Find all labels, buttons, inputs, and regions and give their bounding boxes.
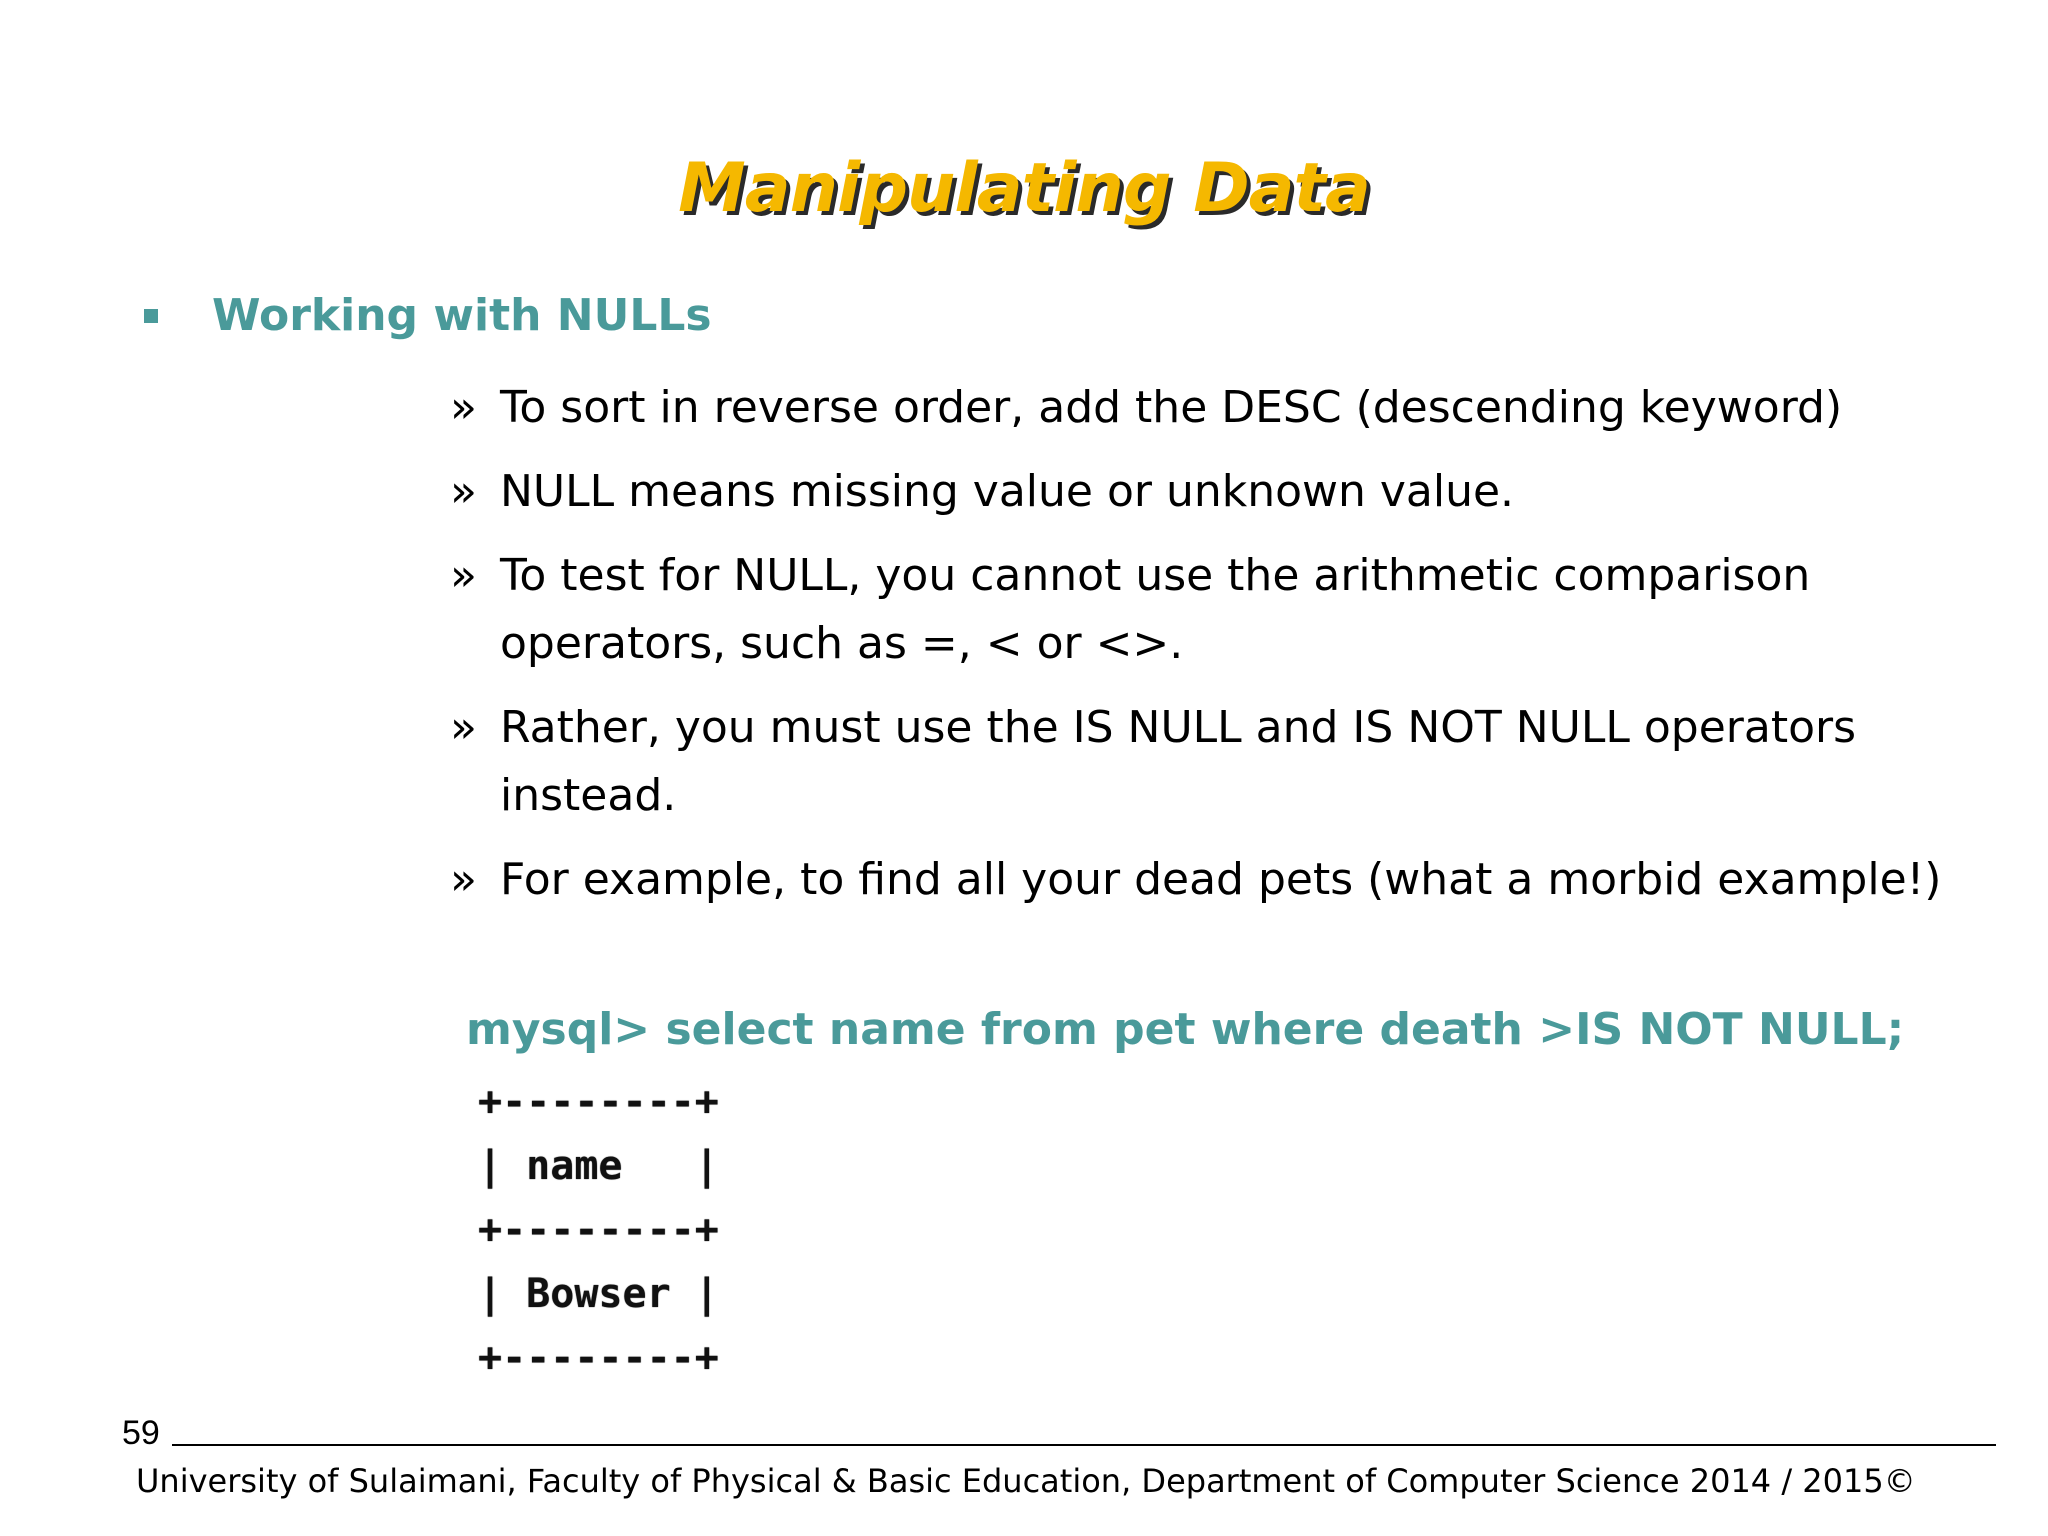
footer-divider bbox=[172, 1444, 1996, 1446]
bullet-point bbox=[450, 542, 1950, 678]
page-number: 59 bbox=[122, 1414, 160, 1452]
chevron-bullet-icon: » bbox=[450, 854, 477, 905]
bullet-text: For example, to find all your dead pets (what a morbid example!) bbox=[500, 854, 1942, 905]
sql-command: mysql> select name from pet where death >IS NOT NULL; bbox=[466, 1004, 1905, 1055]
bullet-point bbox=[450, 694, 1950, 830]
table-border-top: +--------+ bbox=[478, 1079, 719, 1125]
bullet-point bbox=[450, 846, 1950, 914]
bullet-text: To test for NULL, you cannot use the arithmetic comparison operators, such as =, < or <>. bbox=[500, 550, 1811, 669]
bullet-text: Rather, you must use the IS NULL and IS NOT NULL operators instead. bbox=[500, 702, 1857, 821]
chevron-bullet-icon: » bbox=[450, 702, 477, 753]
section-heading-row bbox=[144, 290, 712, 341]
chevron-bullet-icon: » bbox=[450, 550, 477, 601]
bullet-list bbox=[450, 374, 1950, 930]
bullet-point bbox=[450, 458, 1950, 526]
table-border-middle: +--------+ bbox=[478, 1207, 719, 1253]
query-result-table bbox=[478, 1070, 719, 1390]
table-header-row: | name | bbox=[478, 1143, 719, 1189]
table-border-bottom: +--------+ bbox=[478, 1335, 719, 1381]
chevron-bullet-icon: » bbox=[450, 466, 477, 517]
slide-title: Manipulating Data bbox=[678, 149, 1370, 228]
footer-text: University of Sulaimani, Faculty of Physical & Basic Education, Department of Computer Science 2014 / 2015© bbox=[136, 1462, 1916, 1500]
section-heading: Working with NULLs bbox=[212, 290, 712, 341]
table-data-row: | Bowser | bbox=[478, 1271, 719, 1317]
chevron-bullet-icon: » bbox=[450, 382, 477, 433]
square-bullet-icon bbox=[144, 309, 158, 323]
bullet-text: To sort in reverse order, add the DESC (descending keyword) bbox=[500, 382, 1843, 433]
bullet-point bbox=[450, 374, 1950, 442]
bullet-text: NULL means missing value or unknown value. bbox=[500, 466, 1515, 517]
